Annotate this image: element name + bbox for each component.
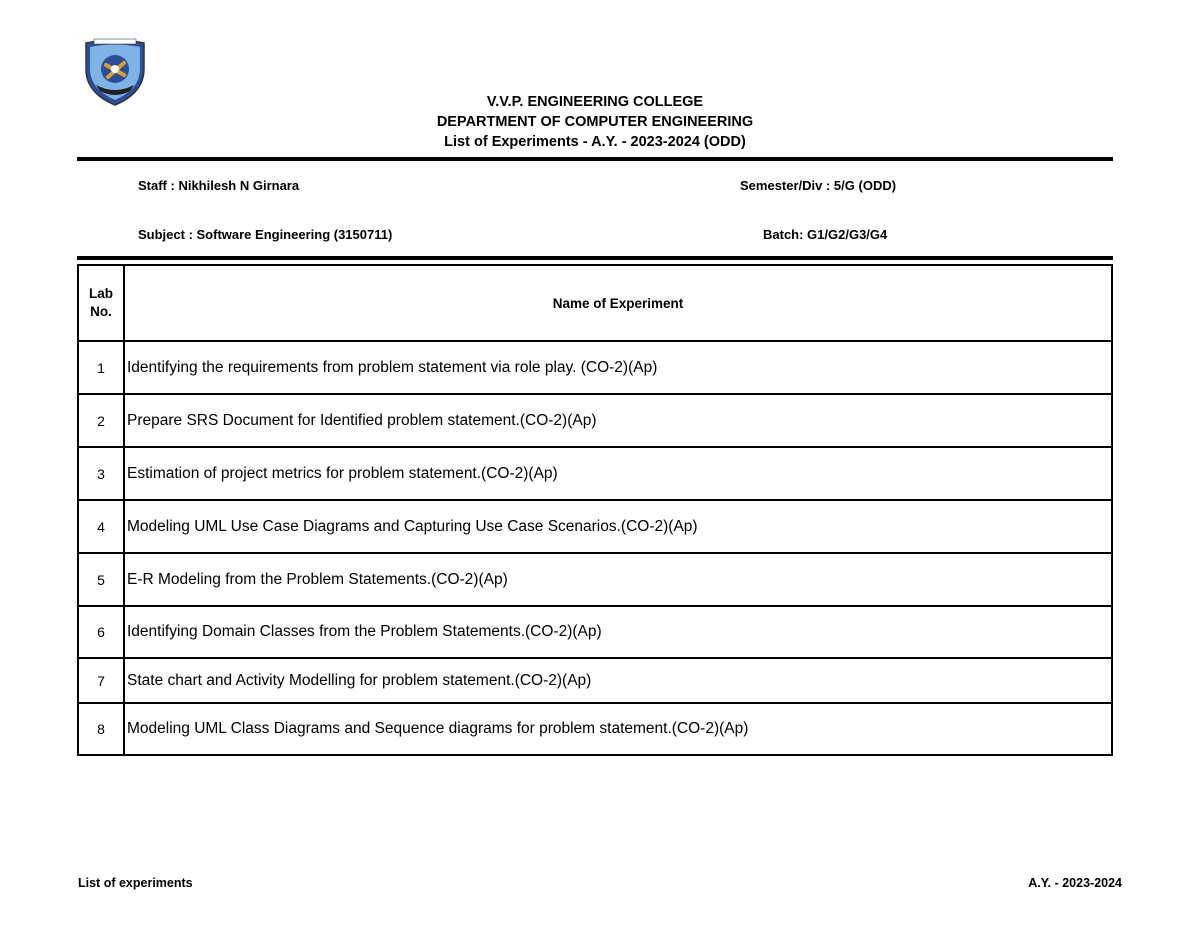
batch-label: Batch: G1/G2/G3/G4	[763, 227, 888, 242]
experiment-name: State chart and Activity Modelling for problem statement.(CO-2)(Ap)	[124, 658, 1112, 703]
table-row	[78, 447, 1112, 500]
header-divider	[77, 157, 1113, 161]
table-row	[78, 500, 1112, 553]
experiment-name: Modeling UML Use Case Diagrams and Capturing Use Case Scenarios.(CO-2)(Ap)	[124, 500, 1112, 553]
lab-number: 5	[78, 553, 124, 606]
experiment-name: Identifying the requirements from problem statement via role play. (CO-2)(Ap)	[124, 341, 1112, 394]
lab-number: 1	[78, 341, 124, 394]
experiments-table	[77, 264, 1113, 756]
experiment-name: Estimation of project metrics for problem statement.(CO-2)(Ap)	[124, 447, 1112, 500]
table-row	[78, 703, 1112, 755]
lab-number: 4	[78, 500, 124, 553]
semester-label: Semester/Div : 5/G (ODD)	[740, 178, 897, 193]
column-header-lab-no	[78, 265, 124, 341]
footer-right: A.Y. - 2023-2024	[1028, 876, 1122, 890]
table-row	[78, 394, 1112, 447]
column-header-name: Name of Experiment	[124, 265, 1112, 341]
experiment-name: E-R Modeling from the Problem Statements.(CO-2)(Ap)	[124, 553, 1112, 606]
column-header-lab-line2: No.	[90, 304, 112, 319]
experiment-name: Identifying Domain Classes from the Problem Statements.(CO-2)(Ap)	[124, 606, 1112, 658]
lab-number: 2	[78, 394, 124, 447]
list-title: List of Experiments - A.Y. - 2023-2024 (ODD)	[444, 134, 746, 150]
column-header-lab-line1: Lab	[88, 286, 113, 301]
department-name: DEPARTMENT OF COMPUTER ENGINEERING	[436, 114, 754, 130]
meta-divider	[77, 256, 1113, 260]
lab-number: 6	[78, 606, 124, 658]
college-name: V.V.P. ENGINEERING COLLEGE	[486, 94, 704, 110]
subject-label: Subject : Software Engineering (3150711)	[138, 227, 393, 242]
footer-left: List of experiments	[78, 876, 193, 890]
document-header	[0, 92, 1190, 152]
staff-label: Staff : Nikhilesh N Girnara	[138, 178, 300, 193]
lab-number: 3	[78, 447, 124, 500]
lab-number: 8	[78, 703, 124, 755]
table-row	[78, 658, 1112, 703]
table-row	[78, 606, 1112, 658]
experiment-name: Modeling UML Class Diagrams and Sequence diagrams for problem statement.(CO-2)(Ap)	[124, 703, 1112, 755]
experiment-name: Prepare SRS Document for Identified problem statement.(CO-2)(Ap)	[124, 394, 1112, 447]
lab-number: 7	[78, 658, 124, 703]
table-header-row	[78, 265, 1112, 341]
table-row	[78, 341, 1112, 394]
table-row	[78, 553, 1112, 606]
